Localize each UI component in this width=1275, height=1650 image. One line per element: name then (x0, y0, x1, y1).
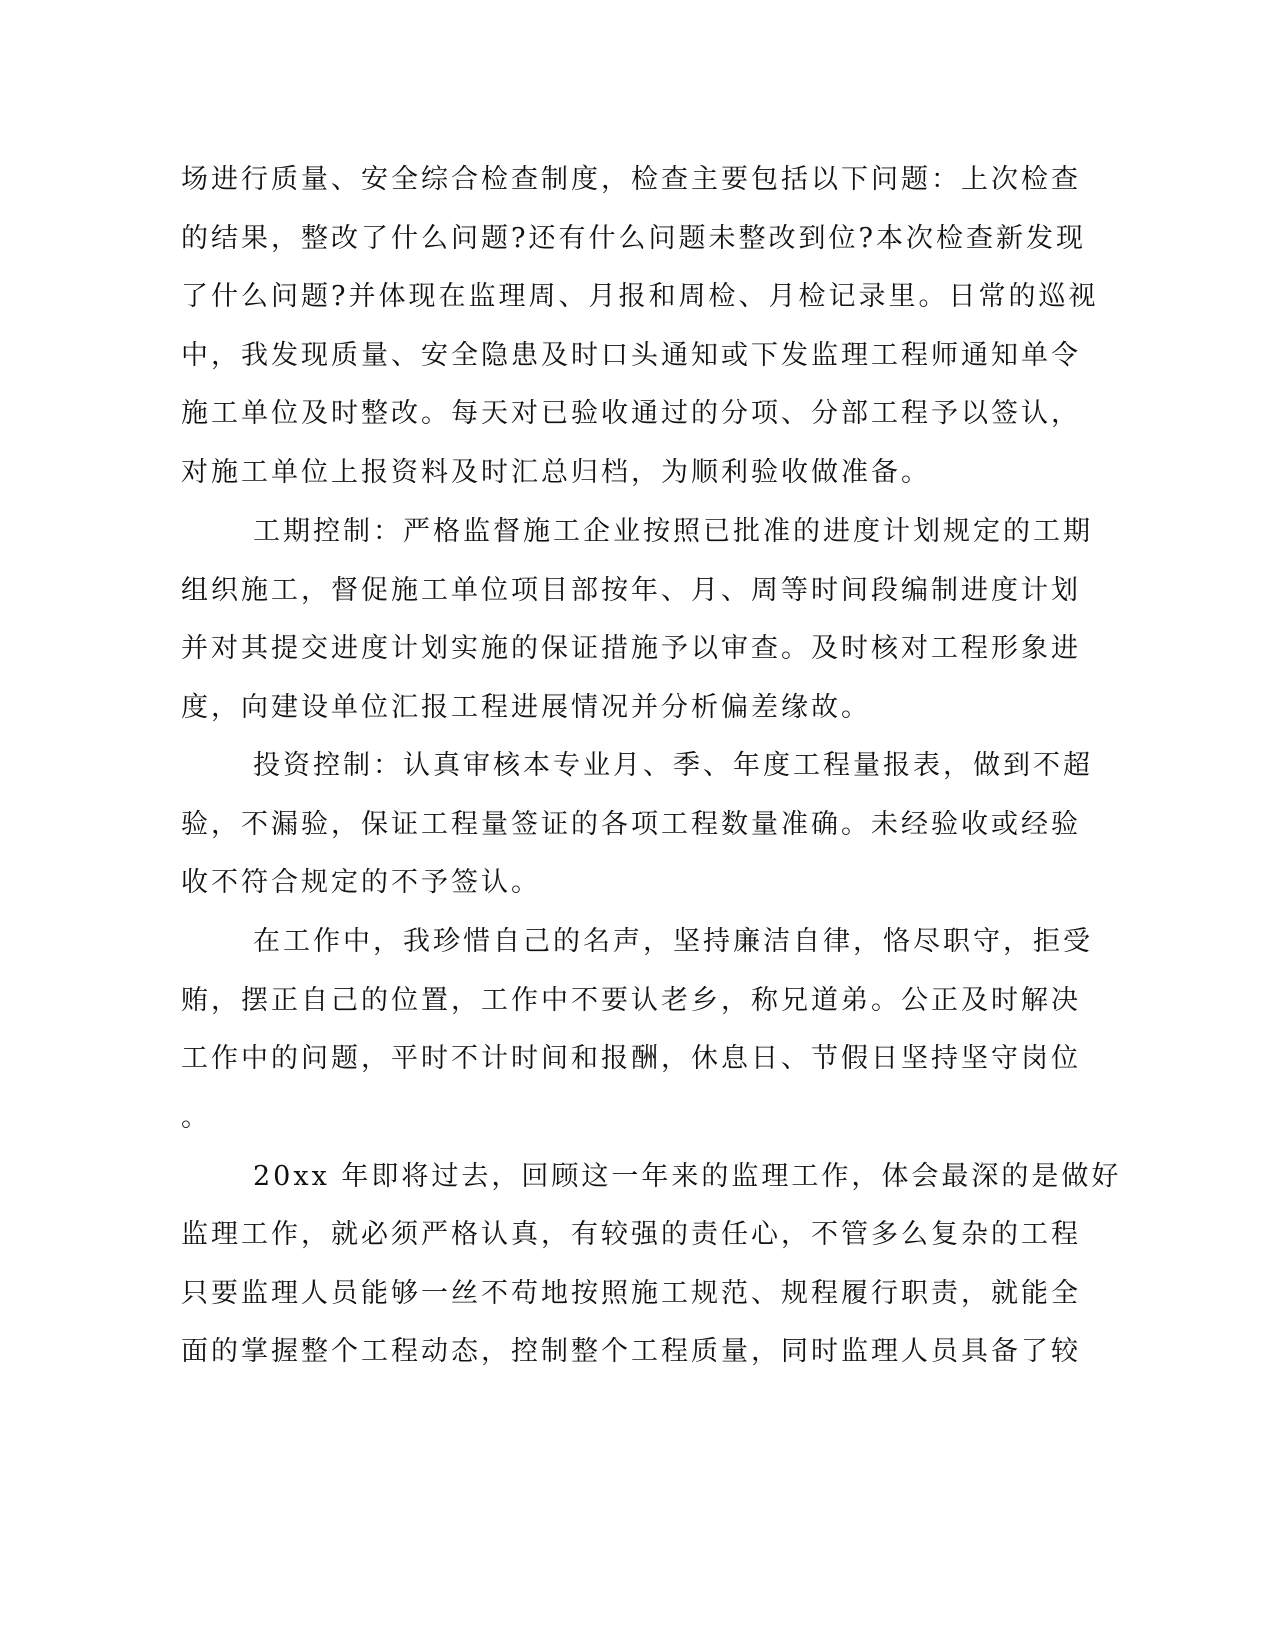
paragraph-line: 组织施工，督促施工单位项目部按年、月、周等时间段编制进度计划 (181, 575, 1081, 606)
paragraph-line: 对施工单位上报资料及时汇总归档，为顺利验收做准备。 (181, 457, 931, 488)
paragraph-line: 并对其提交进度计划实施的保证措施予以审查。及时核对工程形象进 (181, 633, 1081, 664)
paragraph-line: 度，向建设单位汇报工程进展情况并分析偏差缘故。 (181, 692, 871, 723)
paragraph-line: 在工作中，我珍惜自己的名声，坚持廉洁自律，恪尽职守，拒受 (253, 926, 1093, 957)
paragraph-line: 投资控制：认真审核本专业月、季、年度工程量报表，做到不超 (253, 750, 1093, 781)
paragraph-line: 验，不漏验，保证工程量签证的各项工程数量准确。未经验收或经验 (181, 809, 1081, 840)
paragraph-line: 工作中的问题，平时不计时间和报酬，休息日、节假日坚持坚守岗位 (181, 1043, 1081, 1074)
paragraph-line: 施工单位及时整改。每天对已验收通过的分项、分部工程予以签认， (181, 398, 1081, 429)
paragraph-line: 中，我发现质量、安全隐患及时口头通知或下发监理工程师通知单令 (181, 340, 1081, 371)
paragraph-line: 。 (181, 1102, 211, 1133)
paragraph-line: 的结果，整改了什么问题?还有什么问题未整改到位?本次检查新发现 (181, 223, 1086, 254)
paragraph-line: 贿，摆正自己的位置，工作中不要认老乡，称兄道弟。公正及时解决 (181, 985, 1081, 1016)
paragraph-line: 收不符合规定的不予签认。 (181, 867, 541, 898)
paragraph-line: 工期控制：严格监督施工企业按照已批准的进度计划规定的工期 (253, 516, 1093, 547)
paragraph-line: 只要监理人员能够一丝不苟地按照施工规范、规程履行职责，就能全 (181, 1278, 1081, 1309)
paragraph-line: 20xx 年即将过去，回顾这一年来的监理工作，体会最深的是做好 (253, 1161, 1122, 1192)
paragraph-line: 了什么问题?并体现在监理周、月报和周检、月检记录里。日常的巡视 (181, 281, 1099, 312)
paragraph-line: 场进行质量、安全综合检查制度，检查主要包括以下问题：上次检查 (181, 164, 1081, 195)
paragraph-line: 监理工作，就必须严格认真，有较强的责任心，不管多么复杂的工程 (181, 1219, 1081, 1250)
paragraph-line: 面的掌握整个工程动态，控制整个工程质量，同时监理人员具备了较 (181, 1336, 1081, 1367)
